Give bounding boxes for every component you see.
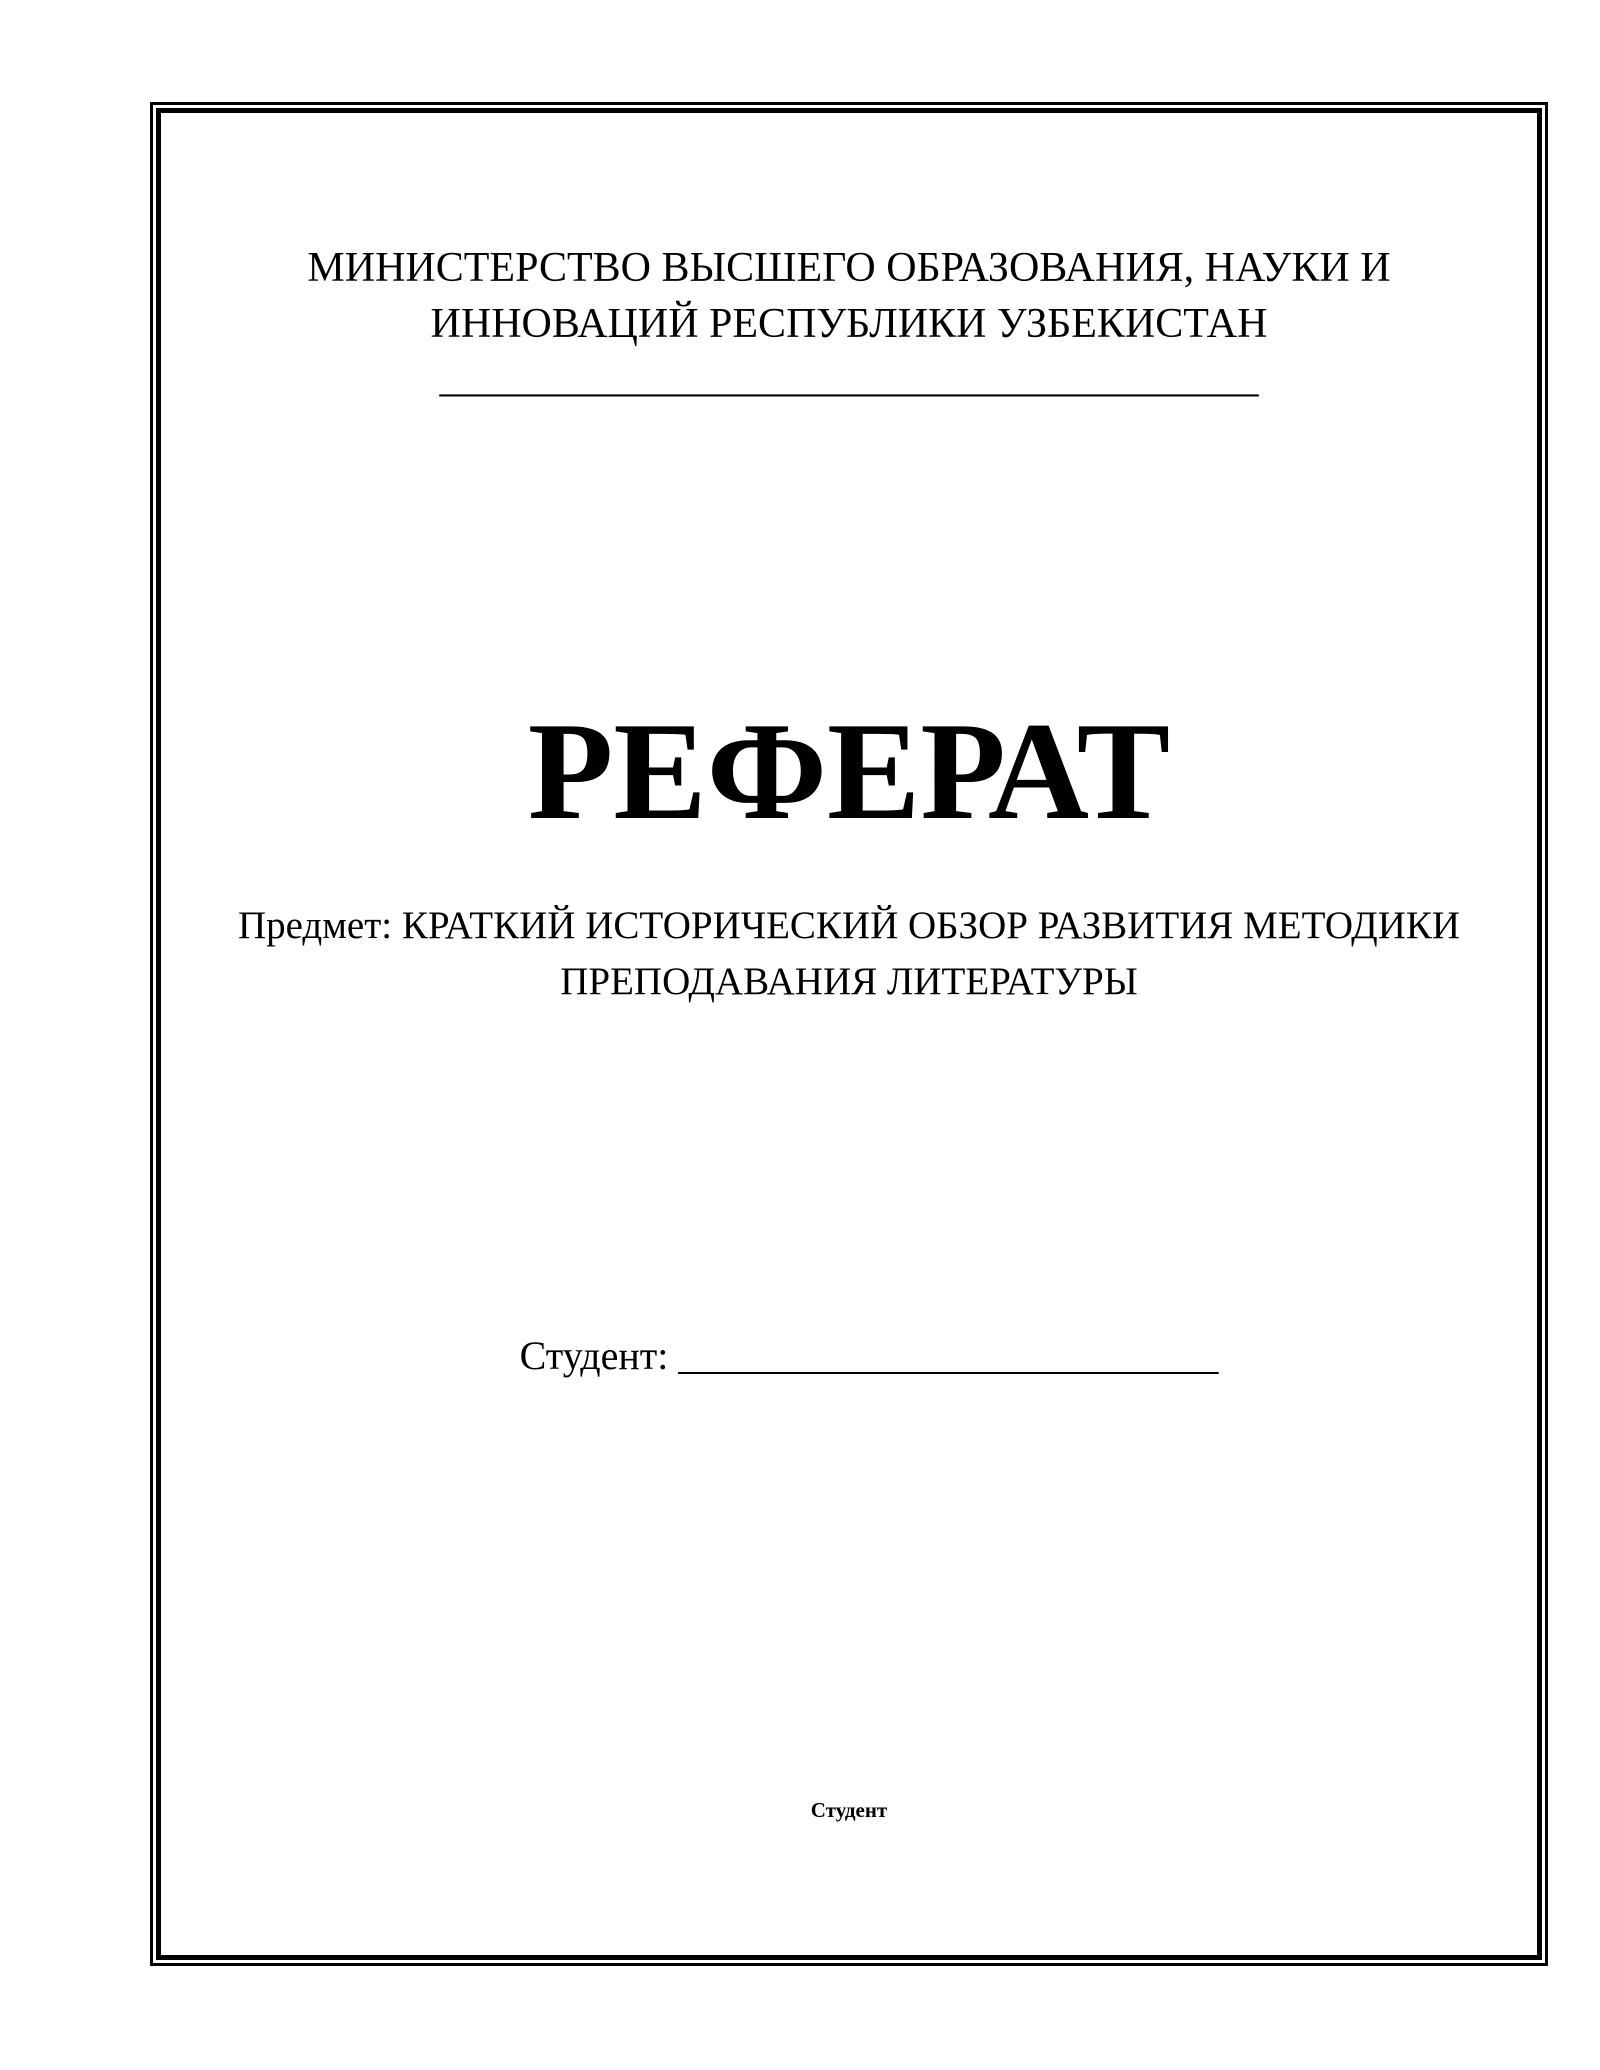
subject-line-1: Предмет: КРАТКИЙ ИСТОРИЧЕСКИЙ ОБЗОР РАЗВИТИЯ МЕТОДИКИ bbox=[237, 904, 1461, 947]
student-blank-line: ___________________________ bbox=[678, 1333, 1219, 1378]
ministry-header-line-1: МИНИСТЕРСТВО ВЫСШЕГО ОБРАЗОВАНИЯ, НАУКИ И bbox=[307, 245, 1391, 291]
student-label: Студент: bbox=[519, 1333, 669, 1378]
footer-student-label: Студент bbox=[810, 1798, 888, 1822]
header-divider-line: _______________________________________ bbox=[439, 355, 1259, 401]
subject-block bbox=[150, 898, 1548, 1010]
document-title: РЕФЕРАТ bbox=[527, 694, 1171, 849]
subject-line-2: ПРЕПОДАВАНИЯ ЛИТЕРАТУРЫ bbox=[560, 960, 1138, 1003]
student-signature-row bbox=[150, 1272, 1548, 1440]
ministry-header bbox=[150, 240, 1548, 352]
ministry-header-line-2: ИННОВАЦИЙ РЕСПУБЛИКИ УЗБЕКИСТАН bbox=[430, 301, 1268, 347]
